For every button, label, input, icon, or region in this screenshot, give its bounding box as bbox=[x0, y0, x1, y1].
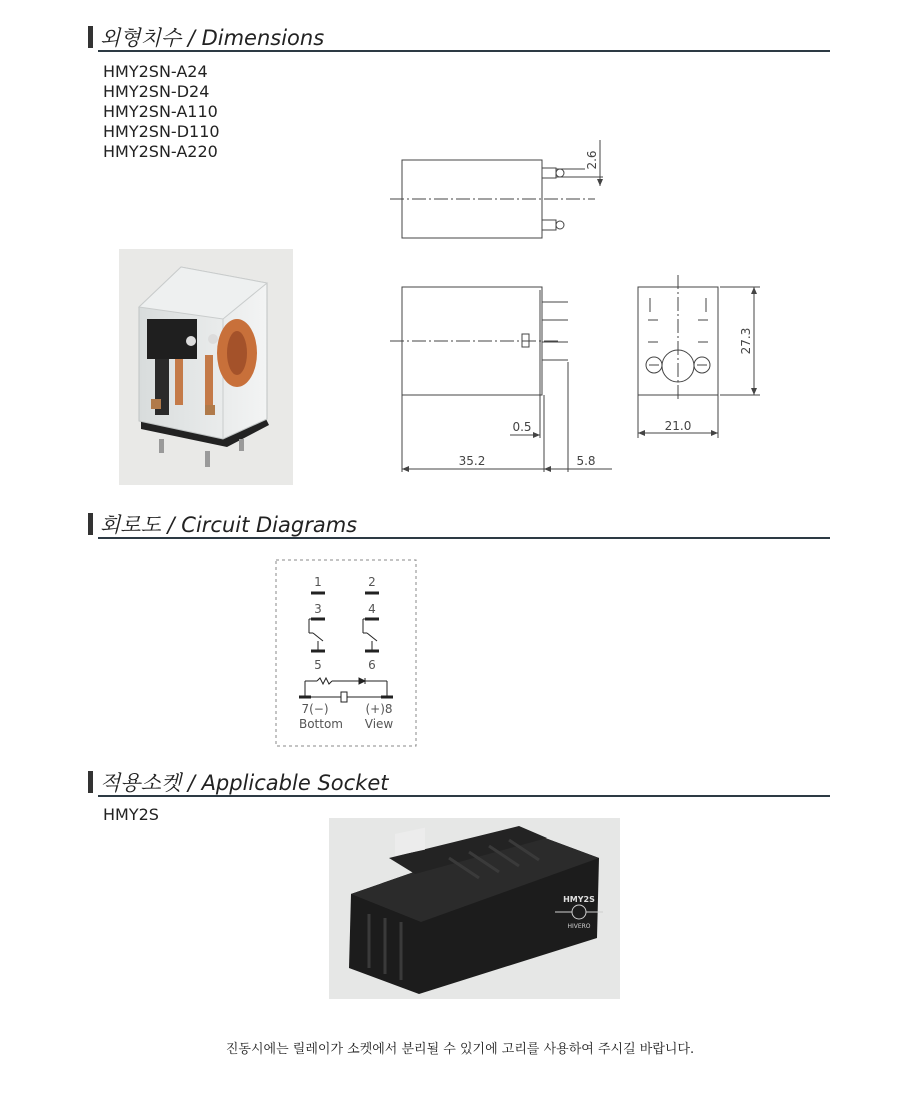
pin-label: 6 bbox=[368, 658, 376, 672]
socket-photo bbox=[329, 818, 620, 999]
dimension-drawing bbox=[390, 130, 790, 480]
pin-label: 5 bbox=[314, 658, 322, 672]
pin-label: 1 bbox=[314, 575, 322, 589]
view-label-right: View bbox=[364, 717, 394, 731]
section-header-circuit bbox=[88, 509, 830, 539]
section-header-socket bbox=[88, 767, 830, 797]
model-item: HMY2SN-A24 bbox=[103, 62, 208, 81]
dim-length: 35.2 bbox=[458, 454, 486, 468]
pin-label: 4 bbox=[368, 602, 376, 616]
section-marker bbox=[88, 26, 93, 48]
model-item: HMY2SN-A220 bbox=[103, 142, 218, 161]
view-label-left: Bottom bbox=[298, 717, 344, 731]
coil-label-left: 7(−) bbox=[301, 702, 329, 716]
socket-brand-name: HIVERO bbox=[567, 923, 591, 930]
notice-text: 진동시에는 릴레이가 소켓에서 분리될 수 있기에 고리를 사용하여 주시길 바랍니다. bbox=[225, 1042, 695, 1057]
model-item: HMY2SN-D110 bbox=[103, 122, 220, 141]
section-divider bbox=[98, 50, 830, 52]
section-marker bbox=[88, 513, 93, 535]
section-title: 외형치수 / Dimensions bbox=[100, 26, 325, 50]
circuit-diagram bbox=[275, 559, 417, 747]
pin-label: 2 bbox=[368, 575, 376, 589]
dim-offset: 0.5 bbox=[512, 420, 532, 434]
dim-width: 21.0 bbox=[664, 419, 692, 433]
section-header-dimensions bbox=[88, 22, 830, 52]
model-item: HMY2SN-A110 bbox=[103, 102, 218, 121]
model-list bbox=[103, 62, 220, 162]
coil-label-right: (+)8 bbox=[365, 702, 393, 716]
socket-brand-label: HMY2S bbox=[563, 895, 595, 904]
dim-height: 27.3 bbox=[739, 327, 753, 355]
section-divider bbox=[98, 537, 830, 539]
section-title: 적용소켓 / Applicable Socket bbox=[100, 771, 389, 795]
dim-top-pin: 2.6 bbox=[585, 150, 599, 170]
section-title: 회로도 / Circuit Diagrams bbox=[100, 513, 358, 537]
pin-label: 3 bbox=[314, 602, 322, 616]
section-divider bbox=[98, 795, 830, 797]
relay-photo bbox=[119, 249, 293, 485]
socket-model: HMY2S bbox=[103, 805, 159, 824]
model-item: HMY2SN-D24 bbox=[103, 82, 210, 101]
dim-pin-length: 5.8 bbox=[576, 454, 596, 468]
section-marker bbox=[88, 771, 93, 793]
